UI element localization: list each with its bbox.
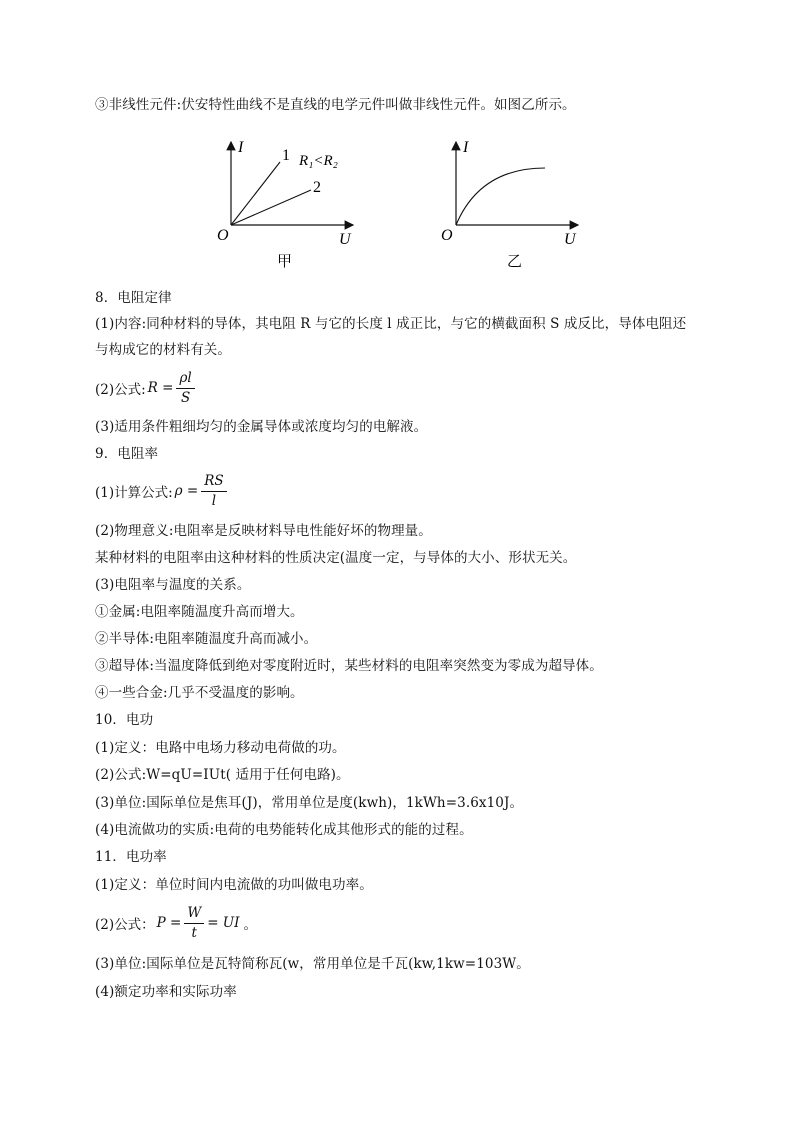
section-9-title: 9．电阻率 [95,446,159,462]
s11-formula-rhs: = UI [207,915,240,931]
s8-fraction [176,370,194,407]
y-axis-label: I [463,139,469,156]
origin-label: O [441,227,453,244]
s9-semiconductor: ②半导体:电阻率随温度升高而减小。 [95,631,318,647]
s9-fraction [201,473,226,510]
s8-formula [95,366,198,410]
line-1 [231,162,280,225]
s9-relation: (3)电阻率与温度的关系。 [95,577,251,593]
s8-fraction-denominator: S [180,389,191,406]
s8-formula-prefix: (2)公式: [95,382,146,398]
s9-fraction-denominator: l [211,492,217,509]
s11-formula-prefix: (2)公式： [95,917,155,933]
line-2 [231,190,311,225]
s8-condition: (3)适用条件粗细均匀的金属导体或浓度均匀的电解液。 [95,419,428,435]
s9-formula-lhs: ρ = [174,483,199,499]
y-axis-label: I [238,139,244,156]
s11-fraction-denominator: t [191,924,197,941]
s9-fraction-numerator: RS [201,473,226,492]
s11-formula [95,901,257,945]
x-axis-label: U [564,231,576,248]
s11-formula-lhs: P = [156,915,182,931]
section-8-title: 8．电阻定律 [95,290,172,306]
s9-metal: ①金属:电阻率随温度升高而增大。 [95,604,304,620]
figure-yi [430,132,590,277]
s9-decided: 某种材料的电阻率由这种材料的性质决定(温度一定，与导体的大小、形状无关。 [95,550,577,566]
s9-alloy: ④一些合金:几乎不受温度的影响。 [95,685,304,701]
s10-definition: (1)定义：电路中电场力移动电荷做的功。 [95,740,346,756]
s8-fraction-numerator: ρl [176,370,194,389]
figure-caption-jia: 甲 [277,254,293,270]
line-1-label: 1 [282,147,290,164]
s11-fraction [184,905,204,942]
s8-content-line-1: (1)内容:同种材料的导体，其电阻 R 与它的长度 l 成正比，与它的横截面积 S 成反比，导体电阻还 [95,316,687,332]
s8-content-line-2: 与构成它的材料有关。 [95,342,231,358]
origin-label: O [217,227,229,244]
section-10-title: 10．电功 [95,712,154,728]
s10-essence: (4)电流做功的实质:电荷的电势能转化成其他形式的能的过程。 [95,822,473,838]
s9-formula-prefix: (1)计算公式: [95,485,173,501]
line-2-label: 2 [313,179,321,196]
s9-formula [95,469,230,513]
s11-unit: (3)单位:国际单位是瓦特简称瓦(w，常用单位是千瓦(kw,1kw=103W。 [95,956,530,972]
s9-superconductor: ③超导体:当温度降低到绝对零度附近时，某些材料的电阻率突然变为零成为超导体。 [95,658,603,674]
resistance-relation: R₁<R₂ [299,153,338,169]
section-11-title: 11．电功率 [95,849,167,865]
figure-caption-yi: 乙 [507,254,523,270]
s9-meaning: (2)物理意义:电阻率是反映材料导电性能好坏的物理量。 [95,523,432,539]
x-axis-label: U [339,231,351,248]
s11-rated-power: (4)额定功率和实际功率 [95,984,237,1000]
nonlinear-element-text: ③非线性元件:伏安特性曲线不是直线的电学元件叫做非线性元件。如图乙所示。 [95,97,576,113]
s11-formula-end: 。 [243,917,258,933]
s11-definition: (1)定义：单位时间内电流做的功叫做电功率。 [95,877,373,893]
s8-formula-lhs: R = [147,380,174,396]
s10-unit: (3)单位:国际单位是焦耳(J)，常用单位是度(kwh)，1kWh=3.6x10J。 [95,795,524,811]
s11-fraction-numerator: W [184,905,204,924]
nonlinear-curve [456,168,545,225]
s10-formula: (2)公式:W=qU=IUt( 适用于任何电路)。 [95,767,350,783]
figure-jia [205,132,365,277]
